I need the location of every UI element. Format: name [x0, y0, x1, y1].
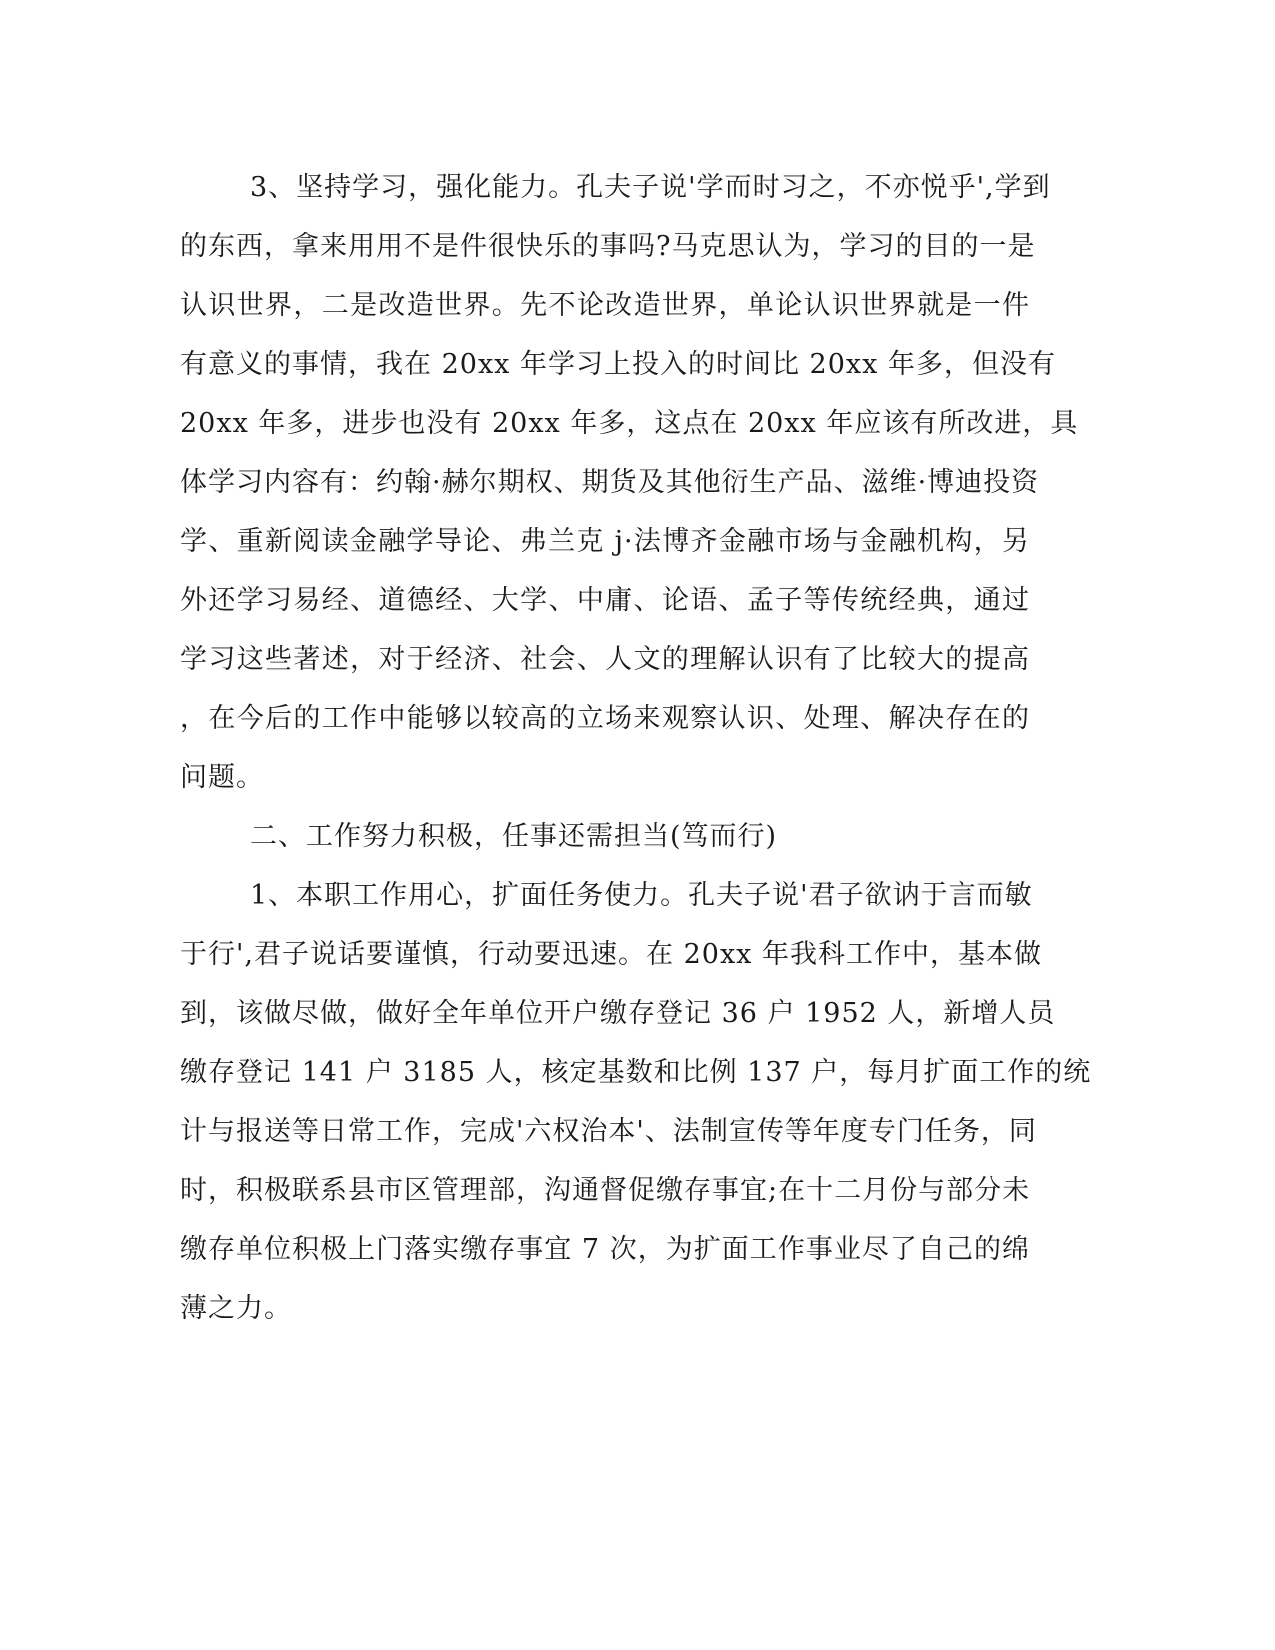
- paragraph-line: ，在今后的工作中能够以较高的立场来观察认识、处理、解决存在的: [180, 703, 1030, 734]
- paragraph-line: 时，积极联系县市区管理部，沟通督促缴存事宜;在十二月份与部分未: [180, 1175, 1031, 1206]
- document-body: [180, 158, 1092, 1338]
- paragraph-line: 3、坚持学习，强化能力。孔夫子说'学而时习之，不亦悦乎',学到: [250, 172, 1051, 203]
- paragraph-line: 缴存登记 141 户 3185 人，核定基数和比例 137 户，每月扩面工作的统: [180, 1057, 1092, 1088]
- paragraph-line: 学、重新阅读金融学导论、弗兰克 j·法博齐金融市场与金融机构，另: [180, 526, 1030, 557]
- paragraph-line: 问题。: [180, 762, 264, 793]
- paragraph-line: 的东西，拿来用用不是件很快乐的事吗?马克思认为，学习的目的一是: [180, 231, 1036, 262]
- paragraph-line: 1、本职工作用心，扩面任务使力。孔夫子说'君子欲讷于言而敏: [250, 880, 1033, 911]
- paragraph-line: 外还学习易经、道德经、大学、中庸、论语、孟子等传统经典，通过: [180, 585, 1030, 616]
- paragraph-line: 认识世界，二是改造世界。先不论改造世界，单论认识世界就是一件: [180, 290, 1030, 321]
- paragraph-line: 20xx 年多，进步也没有 20xx 年多，这点在 20xx 年应该有所改进，具: [180, 408, 1079, 439]
- paragraph-line: 计与报送等日常工作，完成'六权治本'、法制宣传等年度专门任务，同: [180, 1116, 1037, 1147]
- paragraph-line: 薄之力。: [180, 1293, 292, 1324]
- paragraph-line: 学习这些著述，对于经济、社会、人文的理解认识有了比较大的提高: [180, 644, 1030, 675]
- paragraph-line: 体学习内容有：约翰·赫尔期权、期货及其他衍生产品、滋维·博迪投资: [180, 467, 1040, 498]
- paragraph-line: 到，该做尽做，做好全年单位开户缴存登记 36 户 1952 人，新增人员: [180, 998, 1056, 1029]
- paragraph-line: 缴存单位积极上门落实缴存事宜 7 次，为扩面工作事业尽了自己的绵: [180, 1234, 1030, 1265]
- section-heading: 二、工作努力积极，任事还需担当(笃而行): [250, 821, 778, 852]
- paragraph-line: 有意义的事情，我在 20xx 年学习上投入的时间比 20xx 年多，但没有: [180, 349, 1056, 380]
- paragraph-line: 于行',君子说话要谨慎，行动要迅速。在 20xx 年我科工作中，基本做: [180, 939, 1042, 970]
